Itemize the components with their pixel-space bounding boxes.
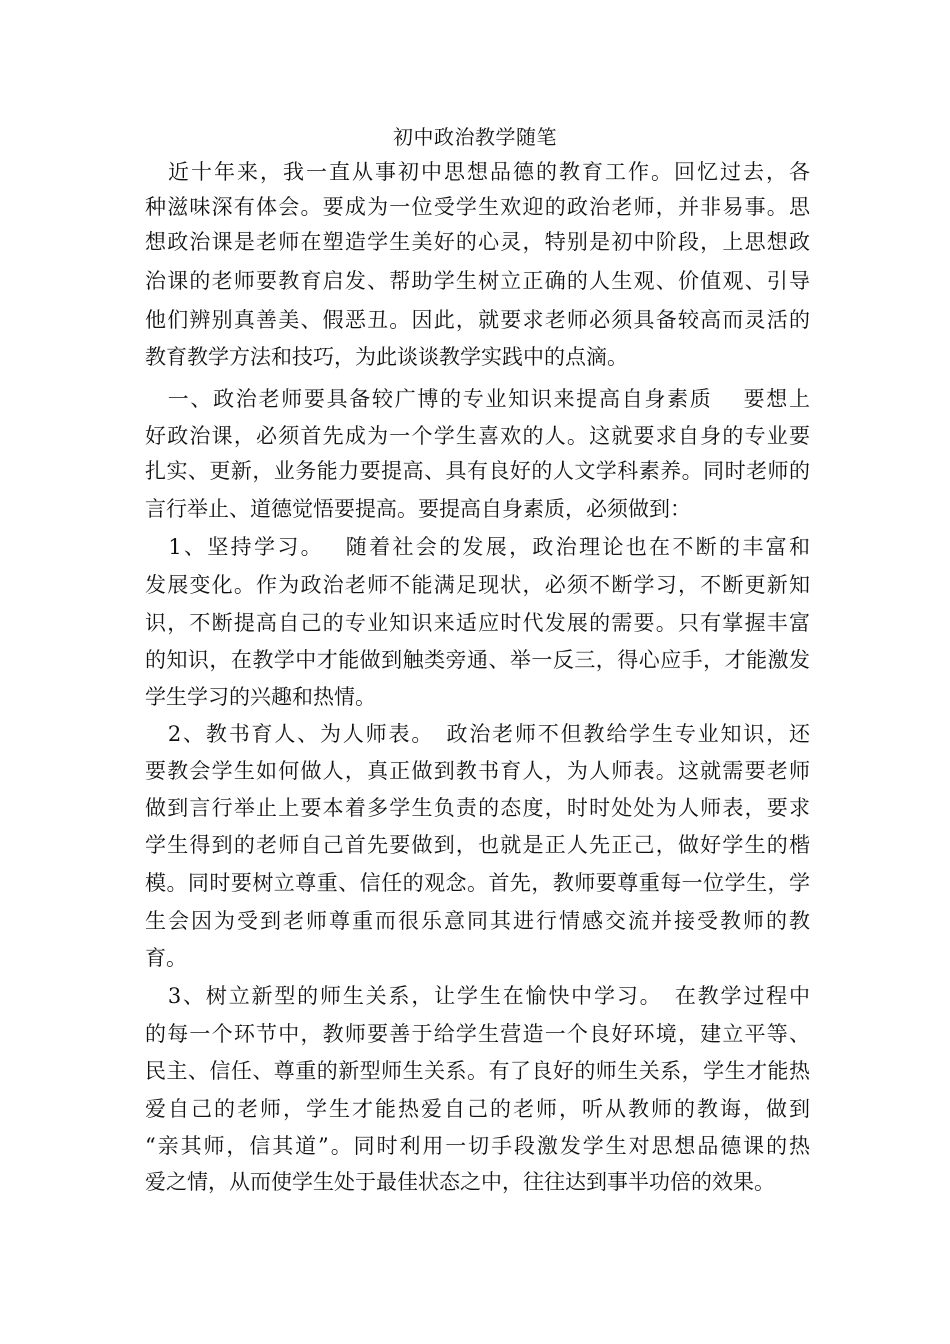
paragraph-4-line-6: 生会因为受到老师尊重而很乐意同其进行情感交流并接受教师的教 [145,909,810,933]
paragraph-3-line-2: 发展变化。作为政治老师不能满足现状，必须不断学习，不断更新知 [145,573,810,597]
paragraph-3-line-5: 学生学习的兴趣和热情。 [145,685,376,709]
paragraph-1-line-5: 他们辨别真善美、假恶丑。因此，就要求老师必须具备较高而灵活的 [145,308,810,332]
paragraph-1-line-1: 近十年来，我一直从事初中思想品德的教育工作。回忆过去，各 [145,160,810,184]
paragraph-2-line-3: 扎实、更新，业务能力要提高、具有良好的人文学科素养。同时老师的 [145,459,810,483]
paragraph-1-line-6: 教育教学方法和技巧，为此谈谈教学实践中的点滴。 [145,345,628,369]
paragraph-4-line-3: 做到言行举止上要本着多学生负责的态度，时时处处为人师表，要求 [145,796,810,820]
paragraph-2-line-4: 言行举止、道德觉悟要提高。要提高自身素质，必须做到： [145,497,691,521]
paragraph-4-line-5: 模。同时要树立尊重、信任的观念。首先，教师要尊重每一位学生，学 [145,871,810,895]
paragraph-3-line-1: 1、坚持学习。 随着社会的发展，政治理论也在不断的丰富和 [145,535,810,559]
paragraph-1-line-3: 想政治课是老师在塑造学生美好的心灵，特别是初中阶段，上思想政 [145,230,810,254]
document-title: 初中政治教学随笔 [393,125,557,149]
paragraph-5-line-6: 爱之情，从而使学生处于最佳状态之中，往往达到事半功倍的效果。 [145,1170,775,1194]
paragraph-4-line-1: 2、教书育人、为人师表。 政治老师不但教给学生专业知识，还 [145,722,810,746]
paragraph-3-line-4: 的知识，在教学中才能做到触类旁通、举一反三，得心应手，才能激发 [145,648,810,672]
paragraph-5-line-2: 的每一个环节中，教师要善于给学生营造一个良好环境，建立平等、 [145,1022,810,1046]
paragraph-5-line-5: “亲其师，信其道”。同时利用一切手段激发学生对思想品德课的热 [145,1134,810,1158]
paragraph-2-line-2: 好政治课，必须首先成为一个学生喜欢的人。这就要求自身的专业要 [145,424,810,448]
paragraph-1-line-4: 治课的老师要教育启发、帮助学生树立正确的人生观、价值观、引导 [145,269,810,293]
paragraph-1-line-2: 种滋味深有体会。要成为一位受学生欢迎的政治老师，并非易事。思 [145,195,810,219]
paragraph-5-line-1: 3、树立新型的师生关系，让学生在愉快中学习。 在教学过程中 [145,984,810,1008]
paragraph-4-line-4: 学生得到的老师自己首先要做到，也就是正人先正己，做好学生的楷 [145,833,810,857]
paragraph-5-line-3: 民主、信任、尊重的新型师生关系。有了良好的师生关系，学生才能热 [145,1059,810,1083]
paragraph-3-line-3: 识，不断提高自己的专业知识来适应时代发展的需要。只有掌握丰富 [145,611,810,635]
paragraph-5-line-4: 爱自己的老师，学生才能热爱自己的老师，听从教师的教诲，做到 [145,1097,810,1121]
paragraph-4-line-7: 育。 [145,946,187,970]
paragraph-2-line-1: 一、政治老师要具备较广博的专业知识来提高自身素质 要想上 [145,387,810,411]
paragraph-4-line-2: 要教会学生如何做人，真正做到教书育人，为人师表。这就需要老师 [145,759,810,783]
